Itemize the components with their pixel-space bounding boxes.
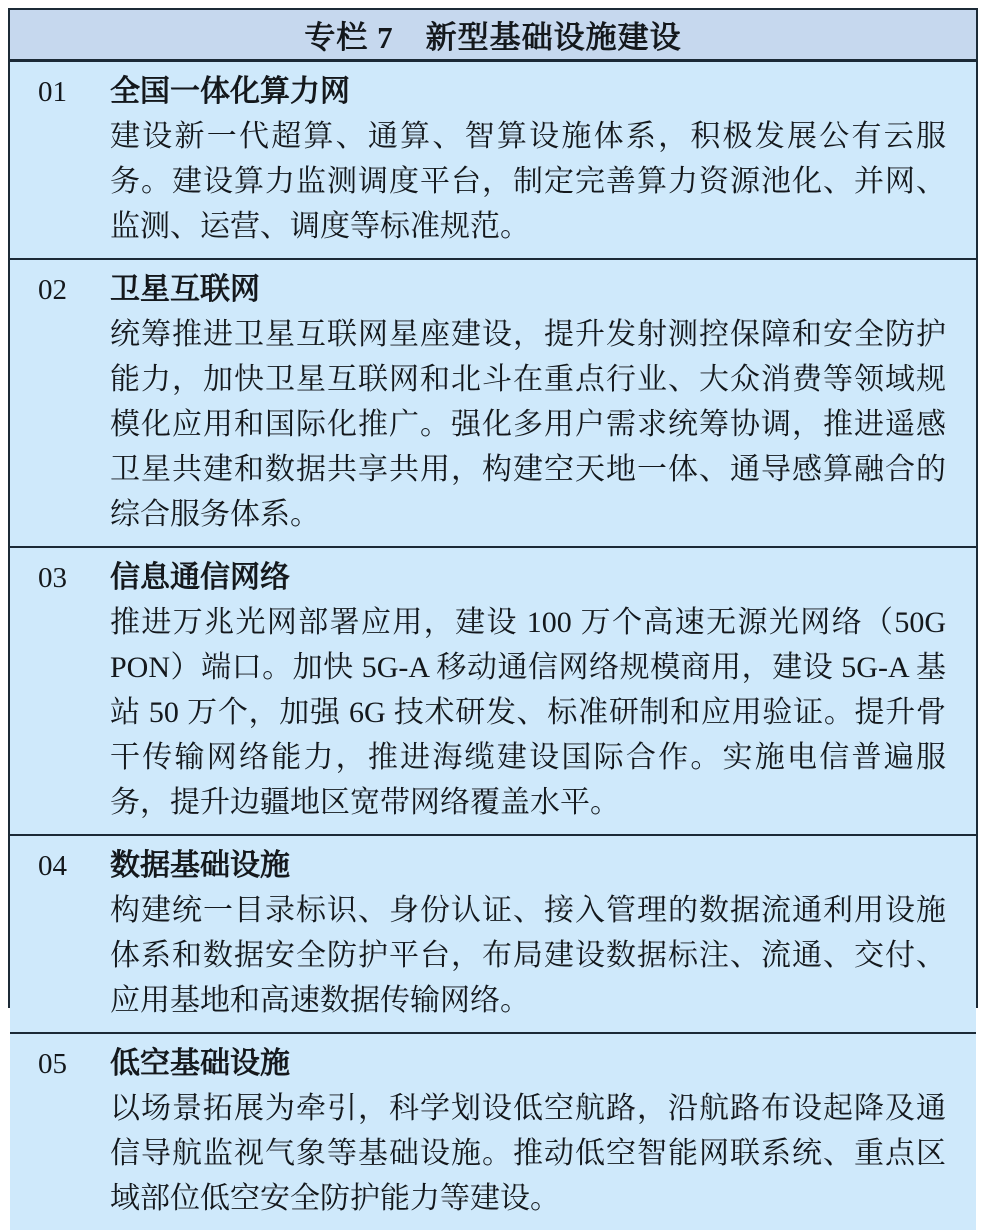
section-body: 推进万兆光网部署应用，建设 100 万个高速无源光网络（50G PON）端口。加快 5G-A 移动通信网络规模商用，建设 5G-A 基站 50 万个，加强 6G 技术研发、标准研制和应用验证。提升骨干传输网络能力，推进海缆建设国际合作。实施电信普遍服务，提升边疆地区宽带网络覆盖水平。 xyxy=(110,606,946,819)
section-content xyxy=(110,69,946,249)
section-row-03 xyxy=(10,546,976,834)
section-body: 建设新一代超算、通算、智算设施体系，积极发展公有云服务。建设算力监测调度平台，制定完善算力资源池化、并网、监测、运营、调度等标准规范。 xyxy=(110,120,946,243)
section-number: 05 xyxy=(38,1048,67,1080)
section-number: 02 xyxy=(38,274,67,306)
section-heading: 数据基础设施 xyxy=(110,849,290,882)
section-row-05 xyxy=(10,1032,976,1230)
section-number: 01 xyxy=(38,76,67,108)
section-number: 04 xyxy=(38,850,67,882)
section-row-01 xyxy=(10,62,976,258)
section-number: 03 xyxy=(38,562,67,594)
policy-infobox xyxy=(8,8,978,1215)
section-heading: 全国一体化算力网 xyxy=(110,75,350,108)
section-content xyxy=(110,267,946,537)
section-heading: 信息通信网络 xyxy=(110,561,290,594)
section-content xyxy=(110,843,946,1023)
section-content xyxy=(110,1041,946,1221)
section-body: 以场景拓展为牵引，科学划设低空航路，沿航路布设起降及通信导航监视气象等基础设施。推动低空智能网联系统、重点区域部位低空安全防护能力等建设。 xyxy=(110,1092,946,1215)
section-row-02 xyxy=(10,258,976,546)
section-content xyxy=(110,555,946,825)
section-heading: 卫星互联网 xyxy=(110,273,260,306)
section-row-04 xyxy=(10,834,976,1032)
box-title: 专栏 7 新型基础设施建设 xyxy=(10,10,976,62)
section-body: 统筹推进卫星互联网星座建设，提升发射测控保障和安全防护能力，加快卫星互联网和北斗在重点行业、大众消费等领域规模化应用和国际化推广。强化多用户需求统筹协调，推进遥感卫星共建和数据共享共用，构建空天地一体、通导感算融合的综合服务体系。 xyxy=(110,318,946,531)
section-body: 构建统一目录标识、身份认证、接入管理的数据流通利用设施体系和数据安全防护平台，布局建设数据标注、流通、交付、应用基地和高速数据传输网络。 xyxy=(110,894,946,1017)
section-heading: 低空基础设施 xyxy=(110,1047,290,1080)
